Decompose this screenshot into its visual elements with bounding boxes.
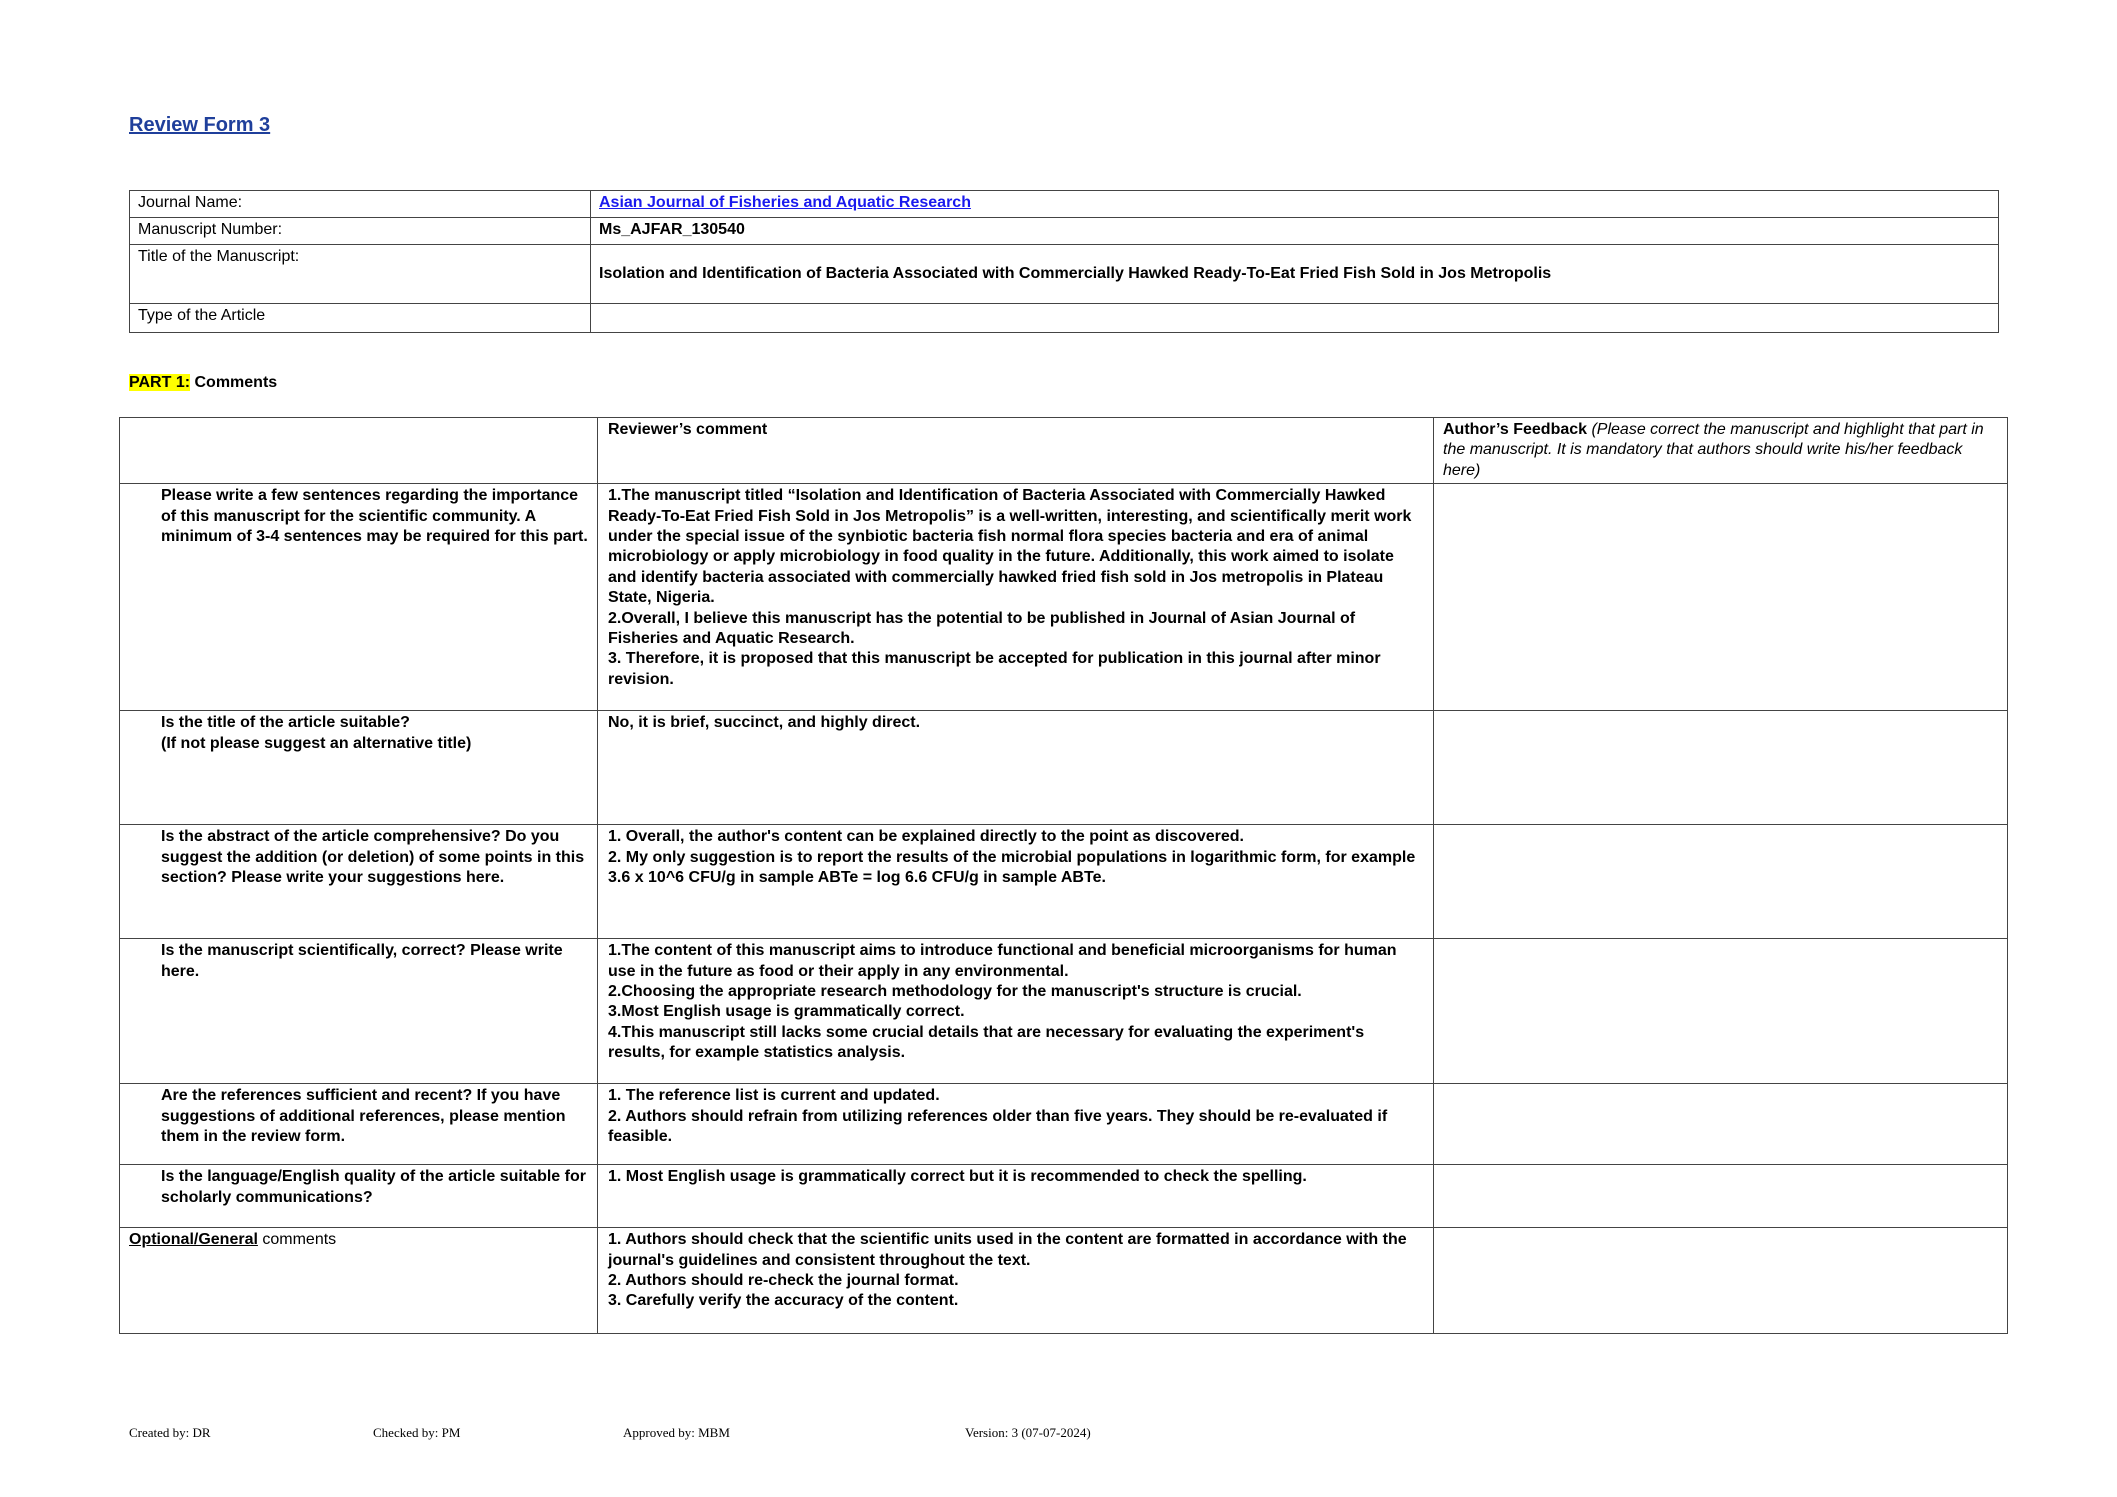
reviewer-comment: [598, 1228, 1434, 1334]
comment-line: 4.This manuscript still lacks some crucial details that are necessary for evaluating the experiment's results, for example statistics analysis.: [608, 1023, 1365, 1062]
comment-line: 1. Most English usage is grammatically correct but it is recommended to check the spelling.: [608, 1168, 1307, 1186]
author-feedback-cell[interactable]: [1434, 1228, 2008, 1334]
footer-approved: Approved by: MBM: [623, 1425, 730, 1440]
journal-link[interactable]: Asian Journal of Fisheries and Aquatic Research: [599, 194, 971, 211]
comment-line: 1. Authors should check that the scientific units used in the content are formatted in accordance with the journal's guidelines and consistent throughout the text.: [608, 1231, 1407, 1269]
manuscript-number-value: Ms_AJFAR_130540: [591, 218, 1999, 245]
comment-line: 3. Carefully verify the accuracy of the content.: [608, 1292, 959, 1310]
reviewer-comment: [598, 484, 1434, 711]
comment-line: 1. Overall, the author's content can be explained directly to the point as discovered.: [608, 828, 1244, 846]
comment-line: 3.Most English usage is grammatically correct.: [608, 1003, 965, 1021]
comment-line: 2.Overall, I believe this manuscript has the potential to be published in Journal of Asian Journal of Fisheries and Aquatic Research.: [608, 609, 1356, 648]
reviewer-comment: [598, 939, 1434, 1084]
comment-line: No, it is brief, succinct, and highly direct.: [608, 714, 921, 732]
article-type-label: Type of the Article: [130, 304, 591, 333]
reviewer-comment: [598, 1084, 1434, 1165]
page-title: Review Form 3: [129, 114, 271, 136]
author-feedback-instructions: (Please correct the manuscript and highlight that part in the manuscript. It is mandatory that authors should write his/her feedback here): [1443, 421, 1984, 479]
part1-title: Comments: [190, 374, 278, 391]
question-scientific: Is the manuscript scientifically, correct? Please write here.: [120, 939, 598, 1084]
footer-checked: Checked by: PM: [373, 1425, 461, 1440]
journal-label: Journal Name:: [130, 191, 591, 218]
optional-label-bold: Optional/General: [129, 1231, 258, 1249]
part1-heading: [129, 374, 277, 392]
reviewer-comment: [598, 1165, 1434, 1228]
manuscript-title-label: Title of the Manuscript:: [130, 245, 591, 304]
author-feedback-cell[interactable]: [1434, 939, 2008, 1084]
comment-line: 2.Choosing the appropriate research methodology for the manuscript's structure is crucial.: [608, 983, 1302, 1001]
comment-row: [120, 1165, 2008, 1228]
reviewer-comment: [598, 825, 1434, 939]
comment-line: 2. My only suggestion is to report the results of the microbial populations in logarithmic form, for example 3.6 x 10^6 CFU/g in sample ABTe = log 6.6 CFU/g in sample ABTe.: [608, 848, 1416, 887]
author-feedback-cell[interactable]: [1434, 484, 2008, 711]
article-type-value: [591, 304, 1999, 333]
author-feedback-cell[interactable]: [1434, 1165, 2008, 1228]
manuscript-title-value: Isolation and Identification of Bacteria Associated with Commercially Hawked Ready-To-Eat Fried Fish Sold in Jos Metropolis: [591, 245, 1999, 304]
manuscript-number-label: Manuscript Number:: [130, 218, 591, 245]
comment-line: 3. Therefore, it is proposed that this manuscript be accepted for publication in this journal after minor revision.: [608, 650, 1381, 688]
part1-label: PART 1:: [129, 374, 191, 391]
manuscript-info-table: [129, 190, 1999, 333]
empty-header-cell: [120, 418, 598, 484]
question-importance: Please write a few sentences regarding the importance of this manuscript for the scientific community. A minimum of 3-4 sentences may be required for this part.: [120, 484, 598, 711]
question-references: Are the references sufficient and recent? If you have suggestions of additional references, please mention them in the review form.: [120, 1084, 598, 1165]
author-feedback-header: Author’s Feedback: [1443, 421, 1588, 438]
comment-row: [120, 825, 2008, 939]
comment-row-optional: [120, 1228, 2008, 1334]
author-feedback-cell[interactable]: [1434, 1084, 2008, 1165]
comment-line: 1.The content of this manuscript aims to introduce functional and beneficial microorganisms for human use in the future as food or their apply in any environmental.: [608, 942, 1397, 980]
optional-label-rest: comments: [257, 1231, 337, 1249]
question-language: Is the language/English quality of the article suitable for scholarly communications?: [120, 1165, 598, 1228]
question-abstract: Is the abstract of the article comprehensive? Do you suggest the addition (or deletion) of some points in this section? Please write your suggestions here.: [120, 825, 598, 939]
comment-line: 2. Authors should refrain from utilizing references older than five years. They should be re-evaluated if feasible.: [608, 1107, 1388, 1146]
question-title: Is the title of the article suitable? (If not please suggest an alternative title): [120, 711, 598, 825]
comment-row: [120, 1084, 2008, 1165]
footer-version: Version: 3 (07-07-2024): [965, 1425, 1091, 1440]
comment-line: 1. The reference list is current and updated.: [608, 1087, 940, 1105]
comment-row: [120, 939, 2008, 1084]
comments-table: [119, 417, 2008, 1334]
comment-row: [120, 484, 2008, 711]
author-feedback-cell[interactable]: [1434, 711, 2008, 825]
comment-line: 2. Authors should re-check the journal format.: [608, 1272, 959, 1290]
comment-row: [120, 711, 2008, 825]
reviewer-comment-header: Reviewer’s comment: [598, 418, 1434, 484]
reviewer-comment: [598, 711, 1434, 825]
comment-line: 1.The manuscript titled “Isolation and Identification of Bacteria Associated with Commercially Hawked Ready-To-Eat Fried Fish Sold in Jos Metropolis” is a well-written, interesting, and scientifically merit work under the special issue of the synbiotic bacteria fish normal flora species bacteria and era of animal microbiology or apply microbiology in food quality in the future. Additionally, this work aimed to isolate and identify bacteria associated with commercially hawked fried fish sold in Jos metropolis in Plateau State, Nigeria.: [608, 487, 1412, 607]
author-feedback-cell[interactable]: [1434, 825, 2008, 939]
footer-created: Created by: DR: [129, 1425, 211, 1440]
optional-comments-label: [120, 1228, 598, 1334]
